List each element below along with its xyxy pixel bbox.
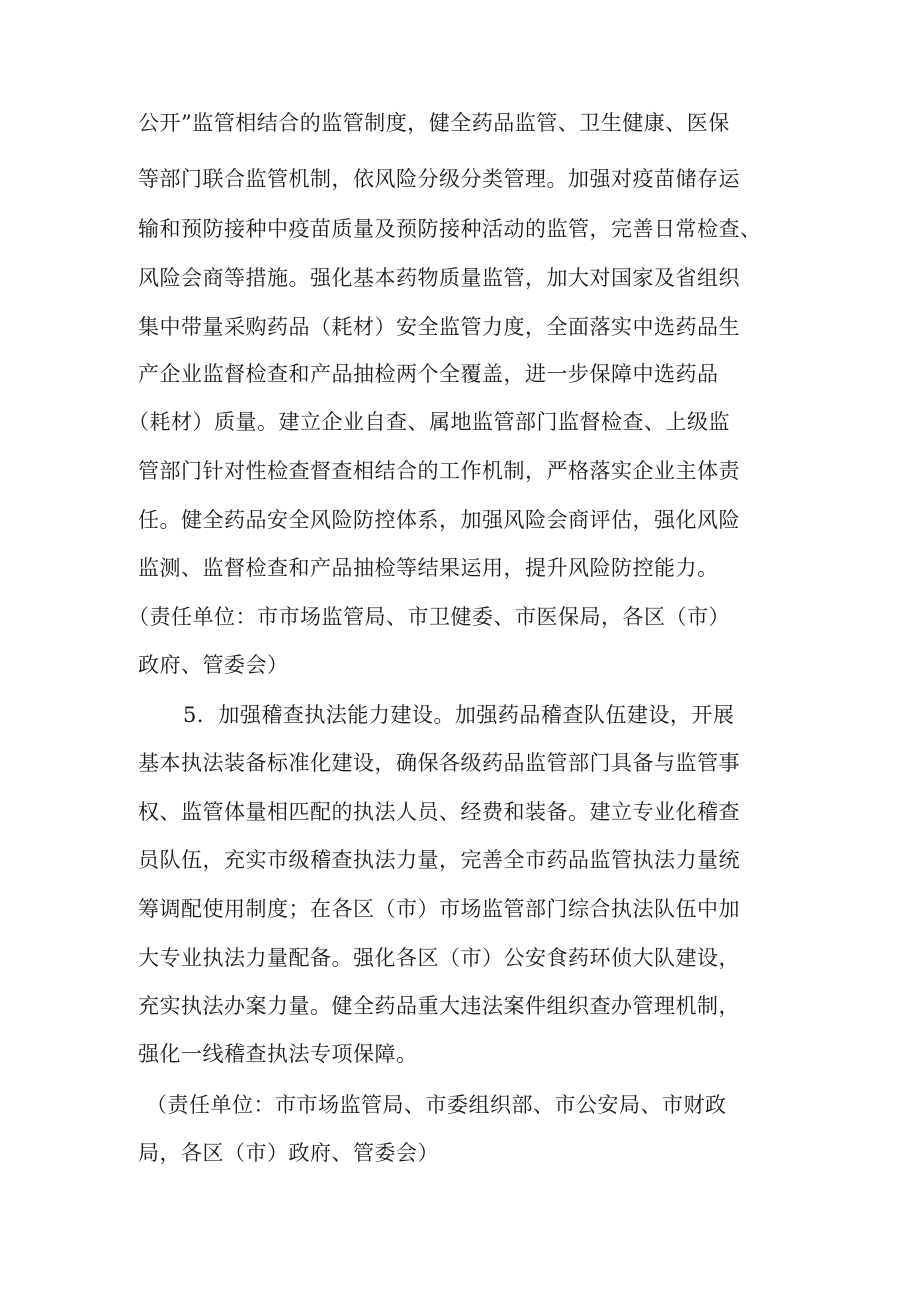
text-line: 等部门联合监管机制，依风险分级分类管理。加强对疫苗储存运 (138, 167, 740, 191)
responsible-units-line: （责任单位：市市场监管局、市委组织部、市公安局、市财政 (146, 1093, 727, 1117)
text-line: 大专业执法力量配备。强化各区（市）公安食药环侦大队建设， (138, 946, 740, 970)
text-line: （耗材）质量。建立企业自查、属地监管部门监督检查、上级监 (128, 410, 730, 434)
text-line: 任。健全药品安全风险防控体系，加强风险会商评估，强化风险 (138, 508, 740, 532)
text-line: 产企业监督检查和产品抽检两个全覆盖，进一步保障中选药品 (138, 362, 719, 386)
text-line: 风险会商等措施。强化基本药物质量监管，加大对国家及省组织 (138, 266, 740, 290)
responsible-units-line: 政府、管委会） (138, 653, 289, 677)
text-line: 权、监管体量相匹配的执法人员、经费和装备。建立专业化稽查 (138, 800, 740, 824)
text-line: 充实执法办案力量。健全药品重大违法案件组织查办管理机制， (138, 994, 740, 1018)
text-line: 筹调配使用制度；在各区（市）市场监管部门综合执法队伍中加 (138, 897, 740, 921)
text-line: 管部门针对性检查督查相结合的工作机制，严格落实企业主体责 (138, 459, 740, 483)
text-line: 基本执法装备标准化建设，确保各级药品监管部门具备与监管事 (138, 751, 740, 775)
text-line: 集中带量采购药品（耗材）安全监管力度，全面落实中选药品生 (138, 315, 740, 339)
text-line: 公开”监管相结合的监管制度，健全药品监管、卫生健康、医保 (138, 111, 730, 135)
text-line: 监测、监督检查和产品抽检等结果运用，提升风险防控能力。 (138, 556, 719, 580)
text-line: 员队伍，充实市级稽查执法力量，完善全市药品监管执法力量统 (138, 848, 740, 872)
responsible-units-line: （责任单位：市市场监管局、市卫健委、市医保局，各区（市） (128, 605, 730, 629)
text-line: 强化一线稽查执法专项保障。 (138, 1042, 418, 1066)
text-line: 输和预防接种中疫苗质量及预防接种活动的监管，完善日常检查、 (138, 217, 762, 241)
section-heading-line: 5．加强稽查执法能力建设。加强药品稽查队伍建设，开展 (183, 703, 735, 727)
responsible-units-line: 局，各区（市）政府、管委会） (138, 1141, 439, 1165)
